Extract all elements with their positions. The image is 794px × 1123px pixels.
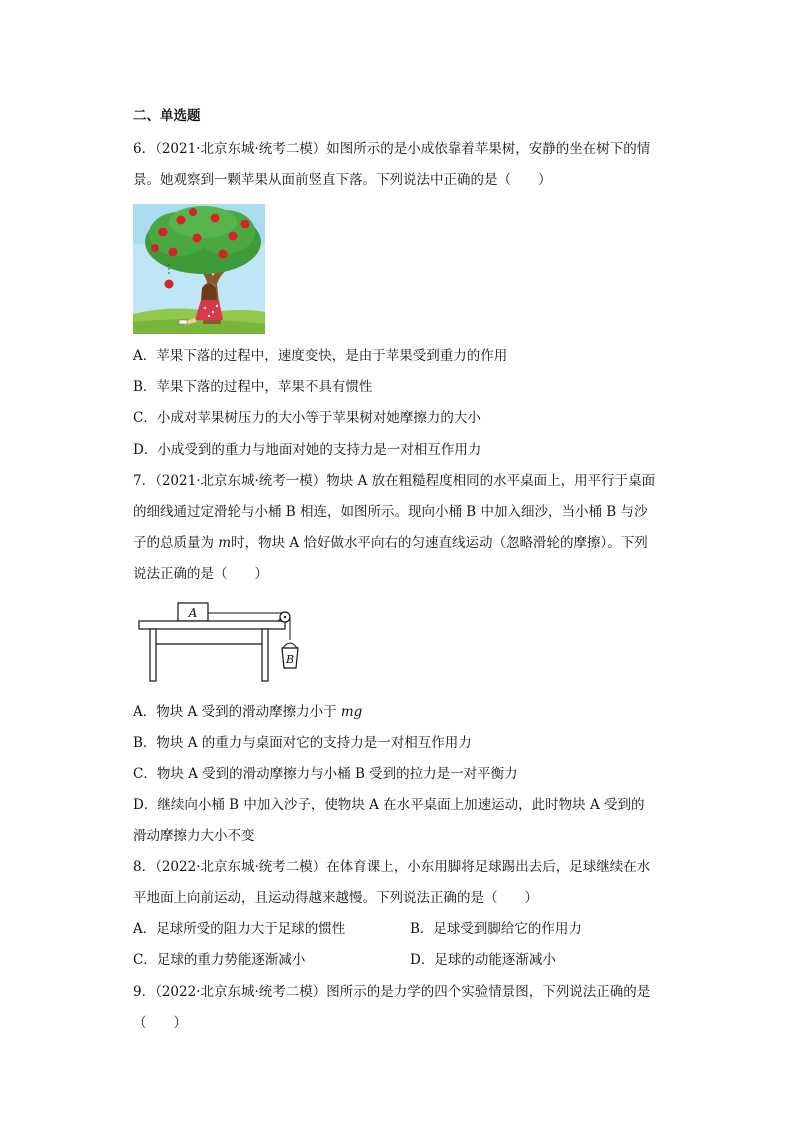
apple-tree-figure [133, 204, 265, 334]
q7-option-a [133, 702, 362, 722]
q7-stem-line2: 的细线通过定滑轮与小桶 B 相连，如图所示。现向小桶 B 中加入细沙，当小桶 B 与沙 [133, 504, 648, 520]
q9-stem-line1: 9．（2022·北京东城·统考二模）图所示的是力学的四个实验情景图，下列说法正确的是 [133, 984, 651, 1000]
q7-stem-line4: 说法正确的是（ ） [133, 566, 268, 582]
q7-option-a-mg: mg [340, 704, 363, 720]
q8-option-b: B．足球受到脚给它的作用力 [410, 921, 582, 937]
q7-option-b: B．物块 A 的重力与桌面对它的支持力是一对相互作用力 [133, 735, 472, 751]
q6-stem-line2: 景。她观察到一颗苹果从面前竖直下落。下列说法中正确的是（ ） [133, 172, 552, 188]
q7-option-d-line2: 滑动摩擦力大小不变 [133, 828, 255, 844]
q6-option-a: A．苹果下落的过程中，速度变快，是由于苹果受到重力的作用 [133, 348, 508, 364]
q7-mass-symbol: m [218, 535, 232, 551]
q7-stem-line3-part1: 子的总质量为 [133, 535, 219, 551]
q6-option-d: D．小成受到的重力与地面对她的支持力是一对相互作用力 [133, 442, 482, 458]
q7-stem-line3-part2: 时，物块 A 恰好做水平向右的匀速直线运动（忽略滑轮的摩擦）。下列 [231, 535, 648, 551]
block-a-label: A [188, 606, 198, 620]
bucket-b-label: B [285, 653, 295, 666]
q8-option-a: A．足球所受的阻力大于足球的惯性 [133, 921, 346, 937]
table-pulley-figure [136, 600, 306, 684]
section-title: 二、单选题 [133, 108, 201, 124]
q7-stem-line1: 7．（2021·北京东城·统考一模）物块 A 放在粗糙程度相同的水平桌面上，用平行于桌面 [133, 473, 656, 489]
q6-option-c: C．小成对苹果树压力的大小等于苹果树对她摩擦力的大小 [133, 410, 481, 426]
q7-stem-line3 [133, 533, 648, 553]
q6-option-b: B．苹果下落的过程中，苹果不具有惯性 [133, 379, 373, 395]
q8-stem-line2: 平地面上向前运动，且运动得越来越慢。下列说法正确的是（ ） [133, 890, 538, 906]
q9-stem-line2: （ ） [133, 1015, 187, 1031]
q8-option-c: C．足球的重力势能逐渐减小 [133, 952, 306, 968]
q6-stem-line1: 6．（2021·北京东城·统考二模）如图所示的是小成依靠着苹果树，安静的坐在树下的情 [133, 141, 651, 157]
q7-option-a-text: A．物块 A 受到的滑动摩擦力小于 [133, 704, 341, 720]
q7-option-c: C．物块 A 受到的滑动摩擦力与小桶 B 受到的拉力是一对平衡力 [133, 766, 518, 782]
q7-option-d-line1: D．继续向小桶 B 中加入沙子，使物块 A 在水平桌面上加速运动，此时物块 A 受到的 [133, 797, 645, 813]
q8-option-d: D．足球的动能逐渐减小 [410, 952, 556, 968]
q8-stem-line1: 8．（2022·北京东城·统考二模）在体育课上，小东用脚将足球踢出去后，足球继续在水 [133, 859, 651, 875]
